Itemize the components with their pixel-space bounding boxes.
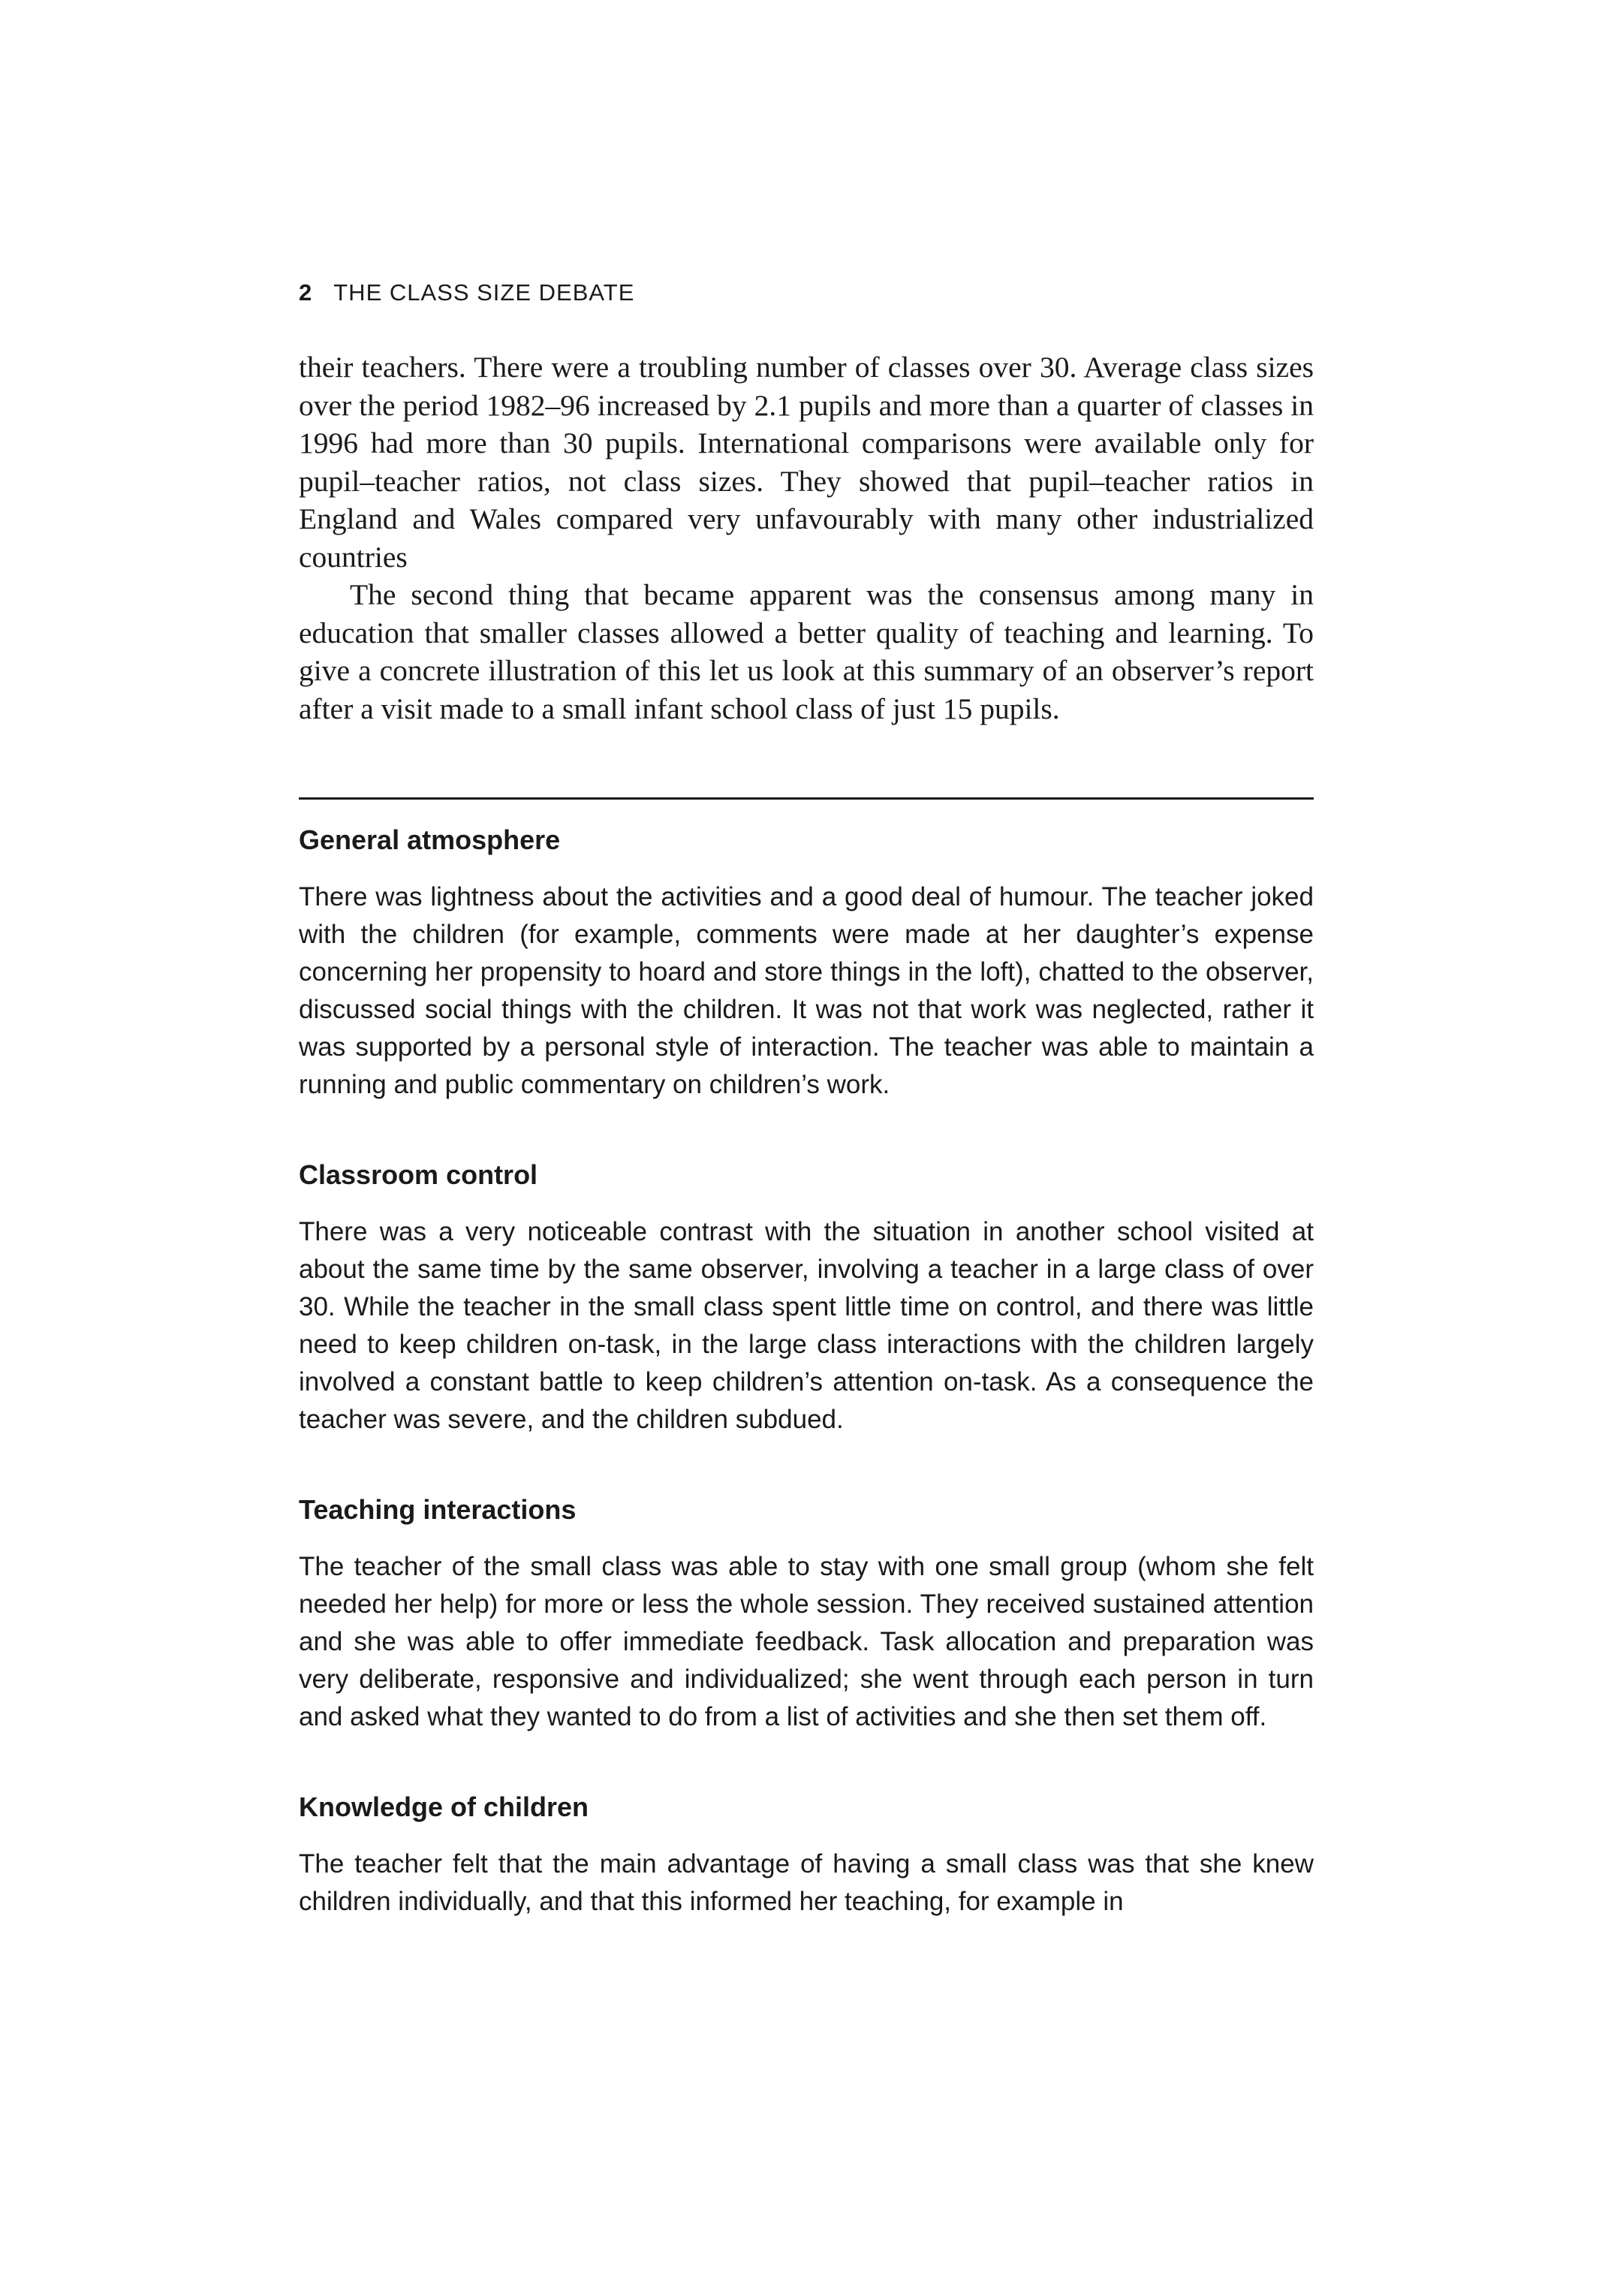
section-heading-general-atmosphere: General atmosphere	[299, 824, 561, 855]
body-paragraph-1: their teachers. There were a troubling number of classes over 30. Average class sizes over the period 1982–96 increased by 2.1 pupils and more than a quarter of classes in 1996 had more than 30 pupils. International comparisons were available only for pupil–teacher ratios, not class sizes. They showed that pupil–teacher ratios in England and Wales compared very unfavourably with many other industrialized countries	[299, 351, 1314, 574]
section-text-classroom-control: There was a very noticeable contrast with the situation in another school visited at about the same time by the same observer, involving a teacher in a large class of over 30. While the teacher in the small class spent little time on control, and there was little need to keep children on-task, in the large class interactions with the children largely involved a constant battle to keep children’s attention on-task. As a consequence the teacher was severe, and the children subdued.	[299, 1217, 1314, 1434]
section-text-teaching-interactions: The teacher of the small class was able to stay with one small group (whom she felt needed her help) for more or less the whole session. They received sustained attention and she was able to offer immediate feedback. Task allocation and preparation was very deliberate, responsive and individualized; she went through each person in turn and asked what they wanted to do from a list of activities and she then set them off.	[299, 1552, 1314, 1731]
running-head	[299, 279, 634, 306]
section-heading-teaching-interactions: Teaching interactions	[299, 1494, 577, 1525]
body-text	[299, 348, 1314, 728]
box-top-rule	[299, 797, 1314, 800]
section-heading-classroom-control: Classroom control	[299, 1159, 538, 1190]
section-text-knowledge-of-children: The teacher felt that the main advantage of having a small class was that she knew children individually, and that this informed her teaching, for example in	[299, 1849, 1314, 1916]
page-number: 2	[299, 279, 313, 306]
observer-report-box	[299, 821, 1314, 1973]
running-head-title: THE CLASS SIZE DEBATE	[333, 279, 635, 306]
section-text-general-atmosphere: There was lightness about the activities and a good deal of humour. The teacher joked with the children (for example, comments were made at her daughter’s expense concerning her propensity to hoard and store things in the loft), chatted to the observer, discussed social things with the children. It was not that work was neglected, rather it was supported by a personal style of interaction. The teacher was able to maintain a running and public commentary on children’s work.	[299, 882, 1314, 1099]
section-heading-knowledge-of-children: Knowledge of children	[299, 1791, 589, 1822]
body-paragraph-2: The second thing that became apparent was the consensus among many in education that smaller classes allowed a better quality of teaching and learning. To give a concrete illustration of this let us look at this summary of an observer’s report after a visit made to a small infant school class of just 15 pupils.	[299, 578, 1314, 725]
